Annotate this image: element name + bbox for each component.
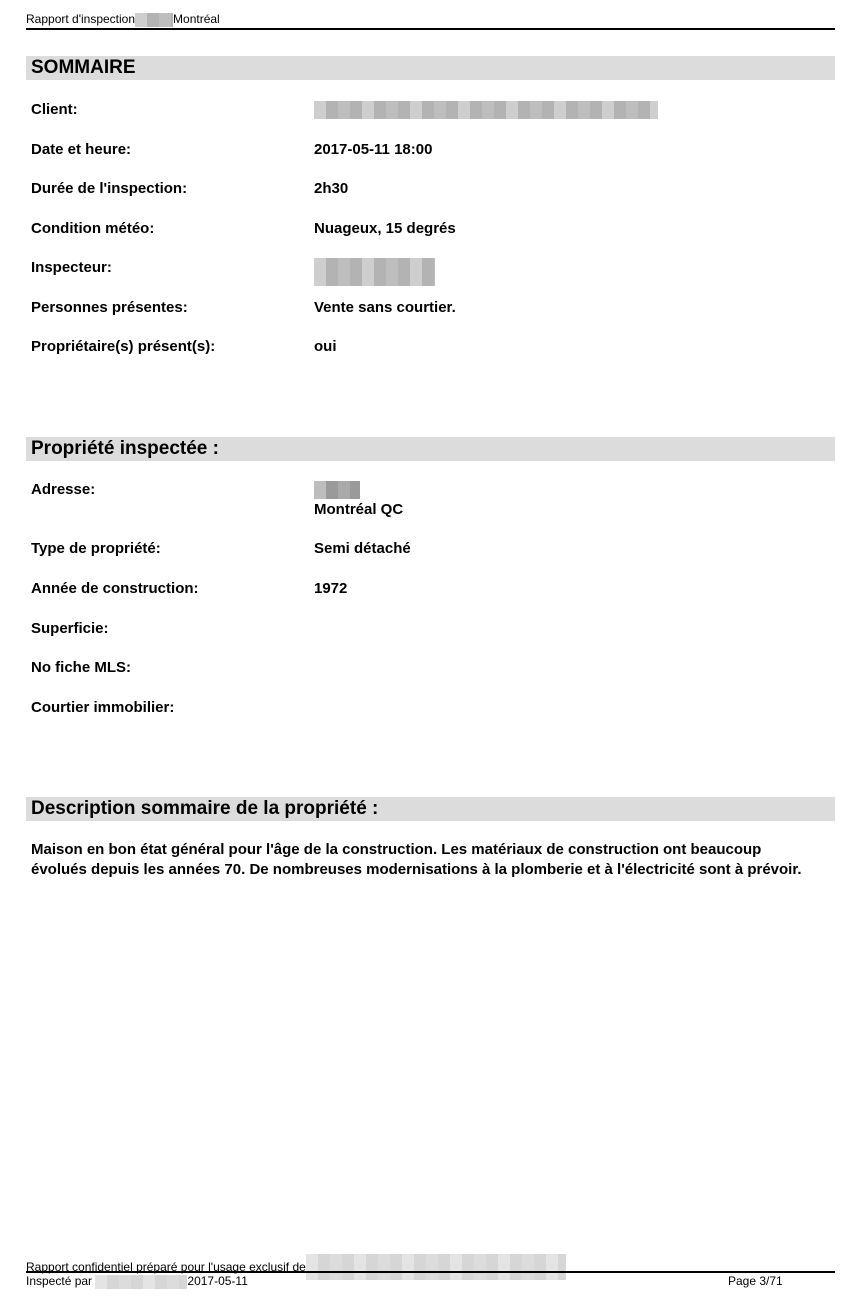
footer-inspected-by: Inspecté par	[26, 1274, 93, 1288]
property-row-address	[31, 480, 831, 520]
redacted-text	[95, 1275, 187, 1289]
summary-value: Nuageux, 15 degrés	[314, 220, 456, 237]
property-label: Courtier immobilier:	[31, 699, 175, 716]
footer-page-number: Page 3/71	[728, 1274, 783, 1288]
property-label: No fiche MLS:	[31, 659, 131, 676]
redacted-text	[314, 101, 658, 119]
summary-value: 2h30	[314, 180, 349, 197]
redacted-client	[314, 100, 658, 120]
description-text: Maison en bon état général pour l'âge de la construction. Les matériaux de construction ont beaucoup évolués depuis les années 70. De nombreuses modernisations à la plomberie et à l'électricité sont à prévoir.	[31, 841, 802, 878]
header-title-city: Montréal	[173, 12, 220, 26]
property-label: Superficie:	[31, 620, 109, 637]
summary-value: 2017-05-11 18:00	[314, 141, 433, 158]
property-label: Type de propriété:	[31, 540, 161, 557]
summary-label: Inspecteur:	[31, 259, 112, 276]
summary-label: Date et heure:	[31, 141, 132, 158]
property-label: Adresse:	[31, 481, 96, 498]
section-heading-sommaire: SOMMAIRE	[26, 56, 835, 80]
header-title-prefix: Rapport d'inspection	[26, 12, 136, 26]
property-value: 1972	[314, 580, 348, 597]
summary-label: Condition météo:	[31, 220, 155, 237]
section-heading-description: Description sommaire de la propriété :	[26, 797, 835, 821]
redacted-inspector	[314, 258, 435, 286]
property-value: Semi détaché	[314, 540, 411, 557]
page-header	[26, 11, 835, 30]
property-label: Année de construction:	[31, 580, 199, 597]
summary-label: Durée de l'inspection:	[31, 180, 188, 197]
property-value: Montréal QC	[314, 501, 404, 518]
footer-date: 2017-05-11	[187, 1274, 248, 1288]
summary-label: Personnes présentes:	[31, 299, 188, 316]
footer-confidential-text: Rapport confidentiel préparé pour l'usage exclusif de	[26, 1260, 306, 1274]
summary-label: Client:	[31, 101, 78, 118]
summary-value: Vente sans courtier.	[314, 299, 456, 316]
section-heading-propriete: Propriété inspectée :	[26, 437, 835, 461]
summary-label: Propriétaire(s) présent(s):	[31, 338, 216, 355]
summary-value: oui	[314, 338, 337, 355]
redacted-text	[314, 258, 435, 286]
redacted-text	[135, 13, 173, 27]
footer-inspected	[26, 1273, 835, 1289]
redacted-text	[314, 481, 360, 499]
redacted-street	[314, 480, 360, 500]
